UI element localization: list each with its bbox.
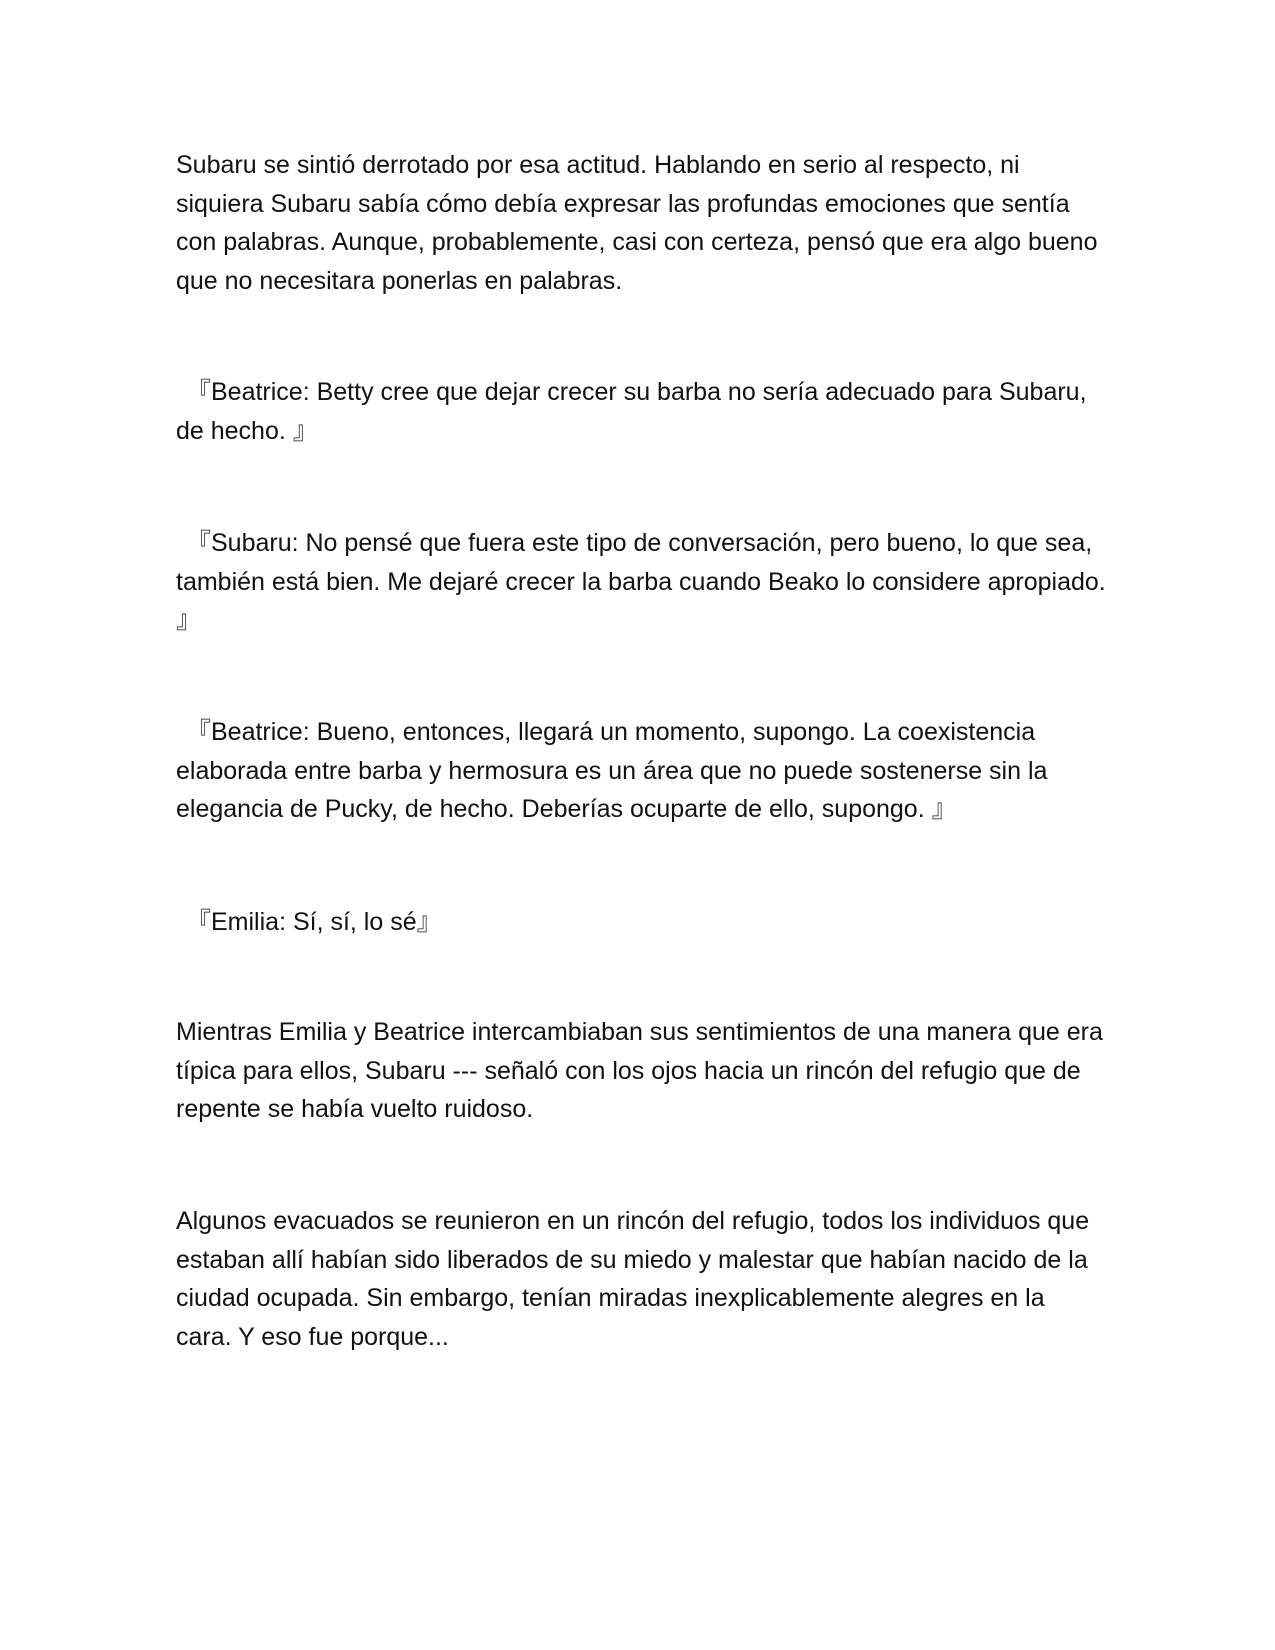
dialogue-beatrice: 『Beatrice: Betty cree que dejar crecer su barba no sería adecuado para Subaru, de hecho. 』	[176, 378, 1087, 445]
dialogue-emilia: 『Emilia: Sí, sí, lo sé』	[186, 908, 442, 936]
narration-paragraph: Subaru se sintió derrotado por esa actitud. Hablando en serio al respecto, ni siquiera Subaru sabía cómo debía expresar las profundas emociones que sentía con palabras. Aunque, probablemente, casi con certeza, pensó que era algo bueno que no necesitara ponerlas en palabras.	[176, 151, 1098, 295]
narration-paragraph: Mientras Emilia y Beatrice intercambiaban sus sentimientos de una manera que era típica para ellos, Subaru --- señaló con los ojos hacia un rincón del refugio que de repente se había vuelto ruidoso.	[176, 1018, 1103, 1123]
dialogue-beatrice: 『Beatrice: Bueno, entonces, llegará un momento, supongo. La coexistencia elaborada entre barba y hermosura es un área que no puede sostenerse sin la elegancia de Pucky, de hecho. Deberías ocuparte de ello, supongo. 』	[176, 718, 1048, 823]
dialogue-subaru: 『Subaru: No pensé que fuera este tipo de conversación, pero bueno, lo que sea, también está bien. Me dejaré crecer la barba cuando Beako lo considere apropiado. 』	[176, 529, 1106, 634]
narration-paragraph: Algunos evacuados se reunieron en un rincón del refugio, todos los individuos que estaban allí habían sido liberados de su miedo y malestar que habían nacido de la ciudad ocupada. Sin embargo, tenían miradas inexplicablemente alegres en la cara. Y eso fue porque...	[176, 1207, 1090, 1351]
